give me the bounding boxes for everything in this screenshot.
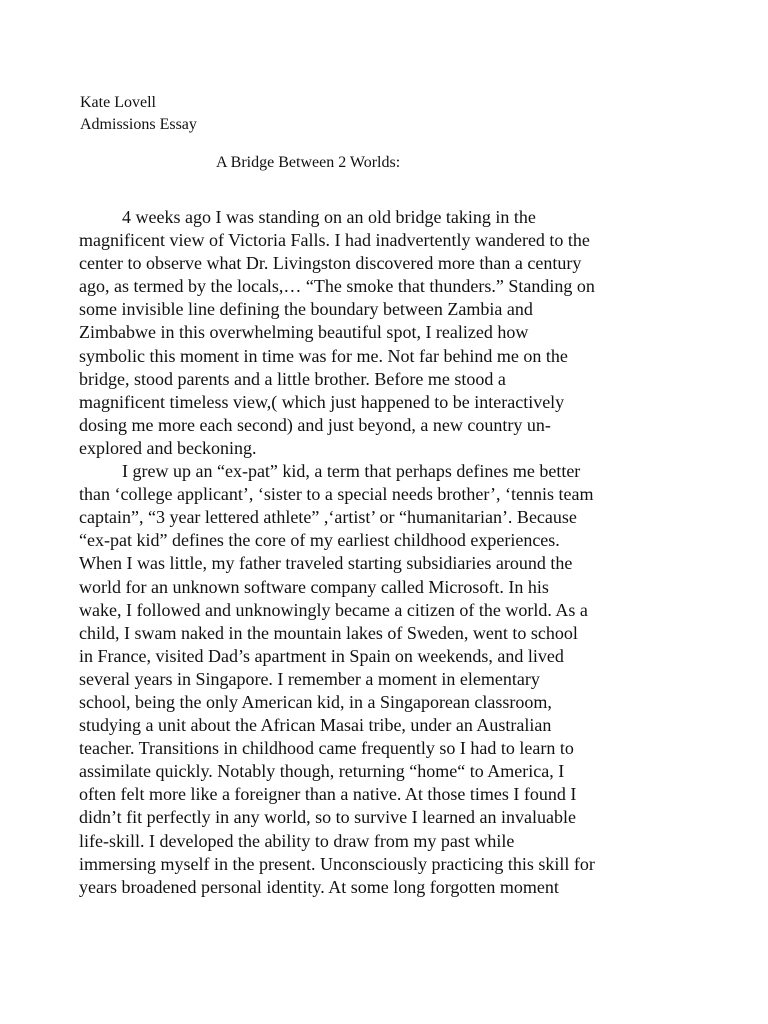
essay-line: didn’t fit perfectly in any world, so to survive I learned an invaluable <box>79 807 577 828</box>
essay-line: in France, visited Dad’s apartment in Spain on weekends, and lived <box>79 645 564 666</box>
essay-line: “ex-pat kid” defines the core of my earliest childhood experiences. <box>79 530 560 551</box>
essay-line: explored and beckoning. <box>79 437 257 458</box>
essay-line: child, I swam naked in the mountain lakes of Sweden, went to school <box>79 622 578 643</box>
essay-line: several years in Singapore. I remember a moment in elementary <box>79 668 540 689</box>
essay-line: immersing myself in the present. Unconsciously practicing this skill for <box>79 853 595 874</box>
essay-line: When I was little, my father traveled starting subsidiaries around the <box>79 553 573 574</box>
essay-line: bridge, stood parents and a little brother. Before me stood a <box>79 368 506 389</box>
document-header <box>80 92 197 136</box>
essay-line: ago, as termed by the locals,… “The smoke that thunders.” Standing on <box>79 276 595 297</box>
essay-line: assimilate quickly. Notably though, returning “home“ to America, I <box>79 761 565 782</box>
essay-line: center to observe what Dr. Livingston discovered more than a century <box>79 253 582 274</box>
essay-line: captain”, “3 year lettered athlete” ,‘artist’ or “humanitarian’. Because <box>79 507 577 528</box>
author-name: Kate Lovell <box>80 94 156 111</box>
essay-line: school, being the only American kid, in a Singaporean classroom, <box>79 691 552 712</box>
document-type: Admissions Essay <box>80 116 197 133</box>
essay-line: Zimbabwe in this overwhelming beautiful spot, I realized how <box>79 322 529 343</box>
essay-line: magnificent view of Victoria Falls. I had inadvertently wandered to the <box>79 230 590 251</box>
essay-line: I grew up an “ex-pat” kid, a term that perhaps defines me better <box>122 461 581 482</box>
essay-line: often felt more like a foreigner than a native. At those times I found I <box>79 784 577 805</box>
essay-line: magnificent timeless view,( which just happened to be interactively <box>79 391 565 412</box>
essay-line: teacher. Transitions in childhood came frequently so I had to learn to <box>79 738 574 759</box>
essay-title: A Bridge Between 2 Worlds: <box>216 154 401 171</box>
essay-line: studying a unit about the African Masai tribe, under an Australian <box>79 715 552 736</box>
essay-line: wake, I followed and unknowingly became a citizen of the world. As a <box>79 599 588 620</box>
essay-line: some invisible line defining the boundary between Zambia and <box>79 299 533 320</box>
essay-line: than ‘college applicant’, ‘sister to a special needs brother’, ‘tennis team <box>79 484 594 505</box>
essay-line: years broadened personal identity. At some long forgotten moment <box>79 876 559 897</box>
essay-line: symbolic this moment in time was for me. Not far behind me on the <box>79 345 568 366</box>
essay-body <box>79 206 689 899</box>
essay-line: dosing me more each second) and just beyond, a new country un- <box>79 414 551 435</box>
essay-line: 4 weeks ago I was standing on an old bridge taking in the <box>122 207 536 227</box>
essay-line: world for an unknown software company called Microsoft. In his <box>79 576 549 597</box>
essay-line: life-skill. I developed the ability to draw from my past while <box>79 830 515 851</box>
